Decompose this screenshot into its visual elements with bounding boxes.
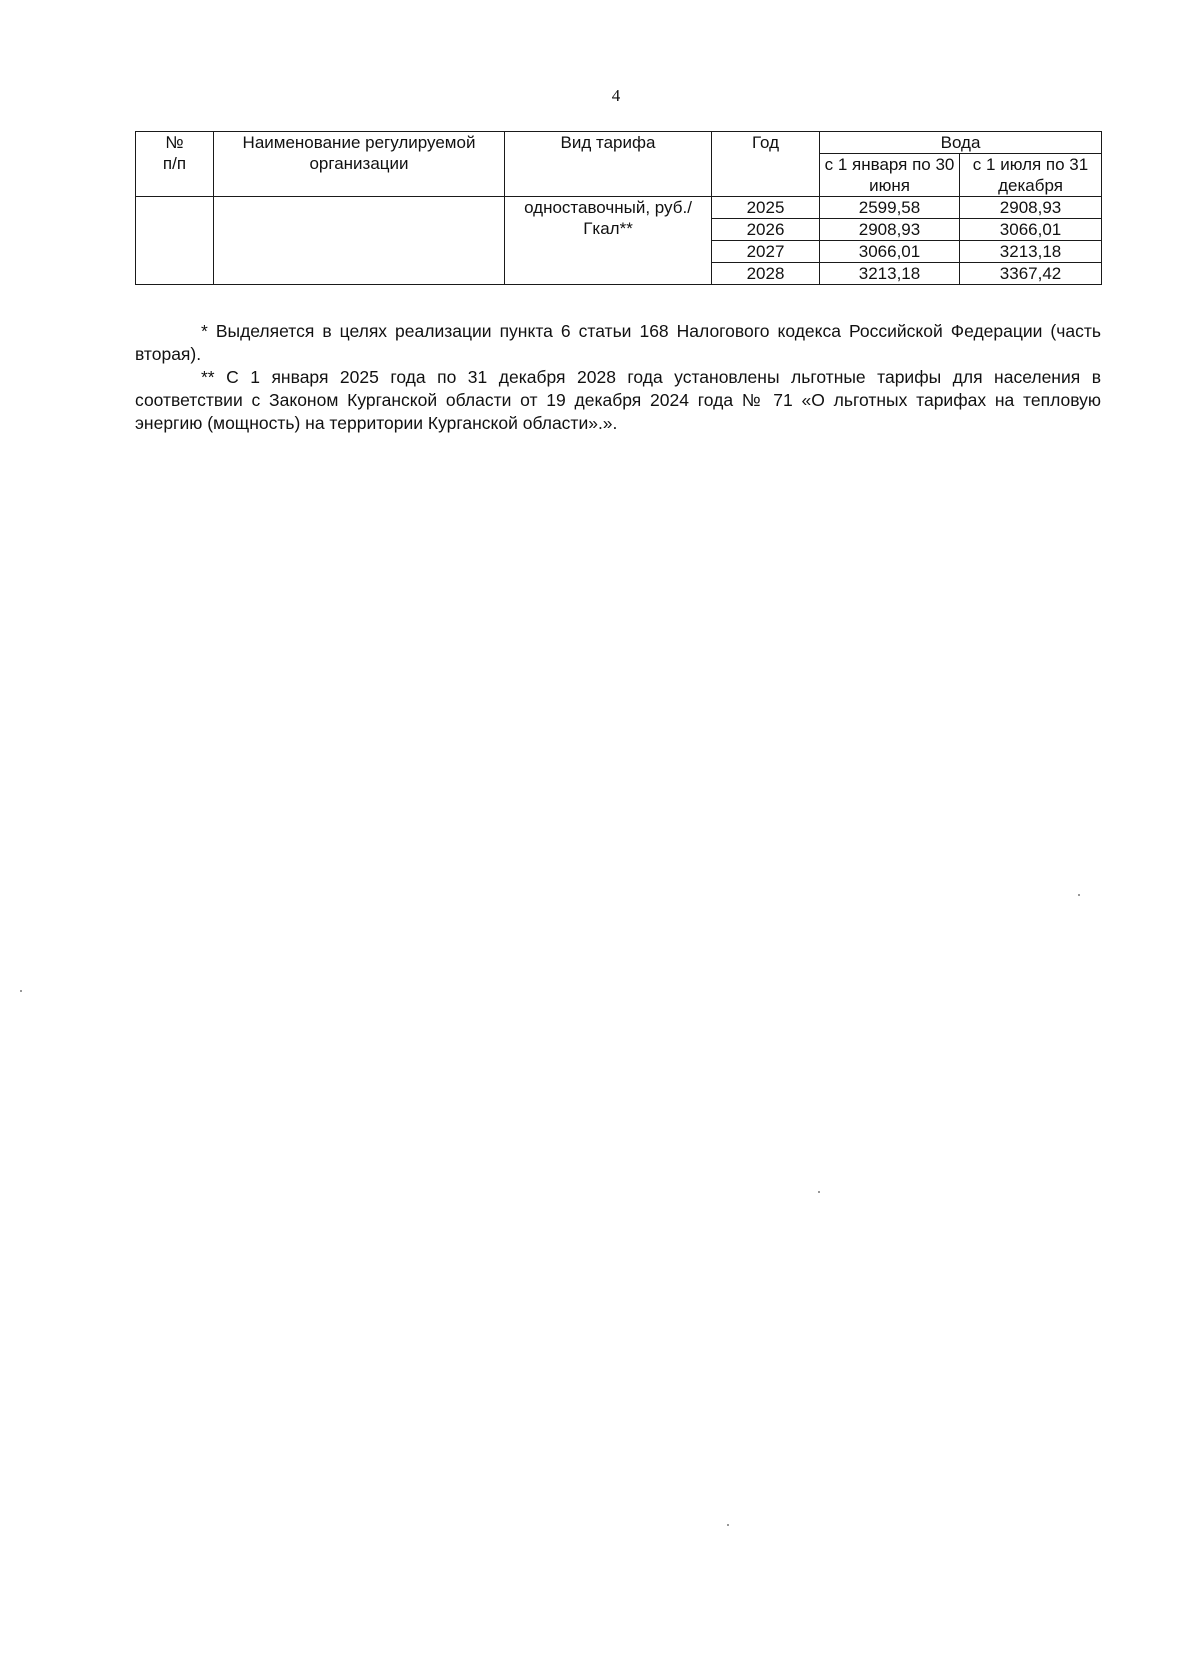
cell-year: 2028 xyxy=(712,263,820,285)
cell-year: 2027 xyxy=(712,241,820,263)
scan-speck xyxy=(20,990,22,992)
cell-number xyxy=(136,197,214,285)
header-year: Год xyxy=(712,132,820,197)
scan-speck xyxy=(1078,894,1080,896)
footnotes xyxy=(135,320,1101,435)
header-period-1: с 1 января по 30 июня xyxy=(820,154,960,197)
cell-period-2: 3213,18 xyxy=(960,241,1102,263)
scan-speck xyxy=(727,1524,729,1526)
header-tariff-type: Вид тарифа xyxy=(505,132,712,197)
cell-year: 2025 xyxy=(712,197,820,219)
cell-year: 2026 xyxy=(712,219,820,241)
cell-organization xyxy=(214,197,505,285)
footnote-2: ** С 1 января 2025 года по 31 декабря 2028 года установлены льготные тарифы для населения в соответствии с Законом Курганской области от 19 декабря 2024 года № 71 «О льготных тарифах на тепловую энергию (мощность) на территории Курганской области».». xyxy=(135,367,1101,433)
header-number: № п/п xyxy=(136,132,214,197)
cell-period-1: 2908,93 xyxy=(820,219,960,241)
cell-period-2: 3367,42 xyxy=(960,263,1102,285)
scan-speck xyxy=(818,1191,820,1193)
footnote-1: * Выделяется в целях реализации пункта 6 статьи 168 Налогового кодекса Российской Федерации (часть вторая). xyxy=(135,321,1101,364)
table-row xyxy=(136,197,1102,219)
cell-period-2: 3066,01 xyxy=(960,219,1102,241)
cell-period-1: 2599,58 xyxy=(820,197,960,219)
cell-period-2: 2908,93 xyxy=(960,197,1102,219)
cell-tariff-type: одноставочный, руб./Гкал** xyxy=(505,197,712,285)
page-number: 4 xyxy=(611,86,621,105)
tariff-table xyxy=(135,131,1102,285)
table-header-row-1 xyxy=(136,132,1102,154)
header-water: Вода xyxy=(820,132,1102,154)
header-period-2: с 1 июля по 31 декабря xyxy=(960,154,1102,197)
cell-period-1: 3213,18 xyxy=(820,263,960,285)
cell-period-1: 3066,01 xyxy=(820,241,960,263)
header-organization: Наименование регулируемой организации xyxy=(214,132,505,197)
